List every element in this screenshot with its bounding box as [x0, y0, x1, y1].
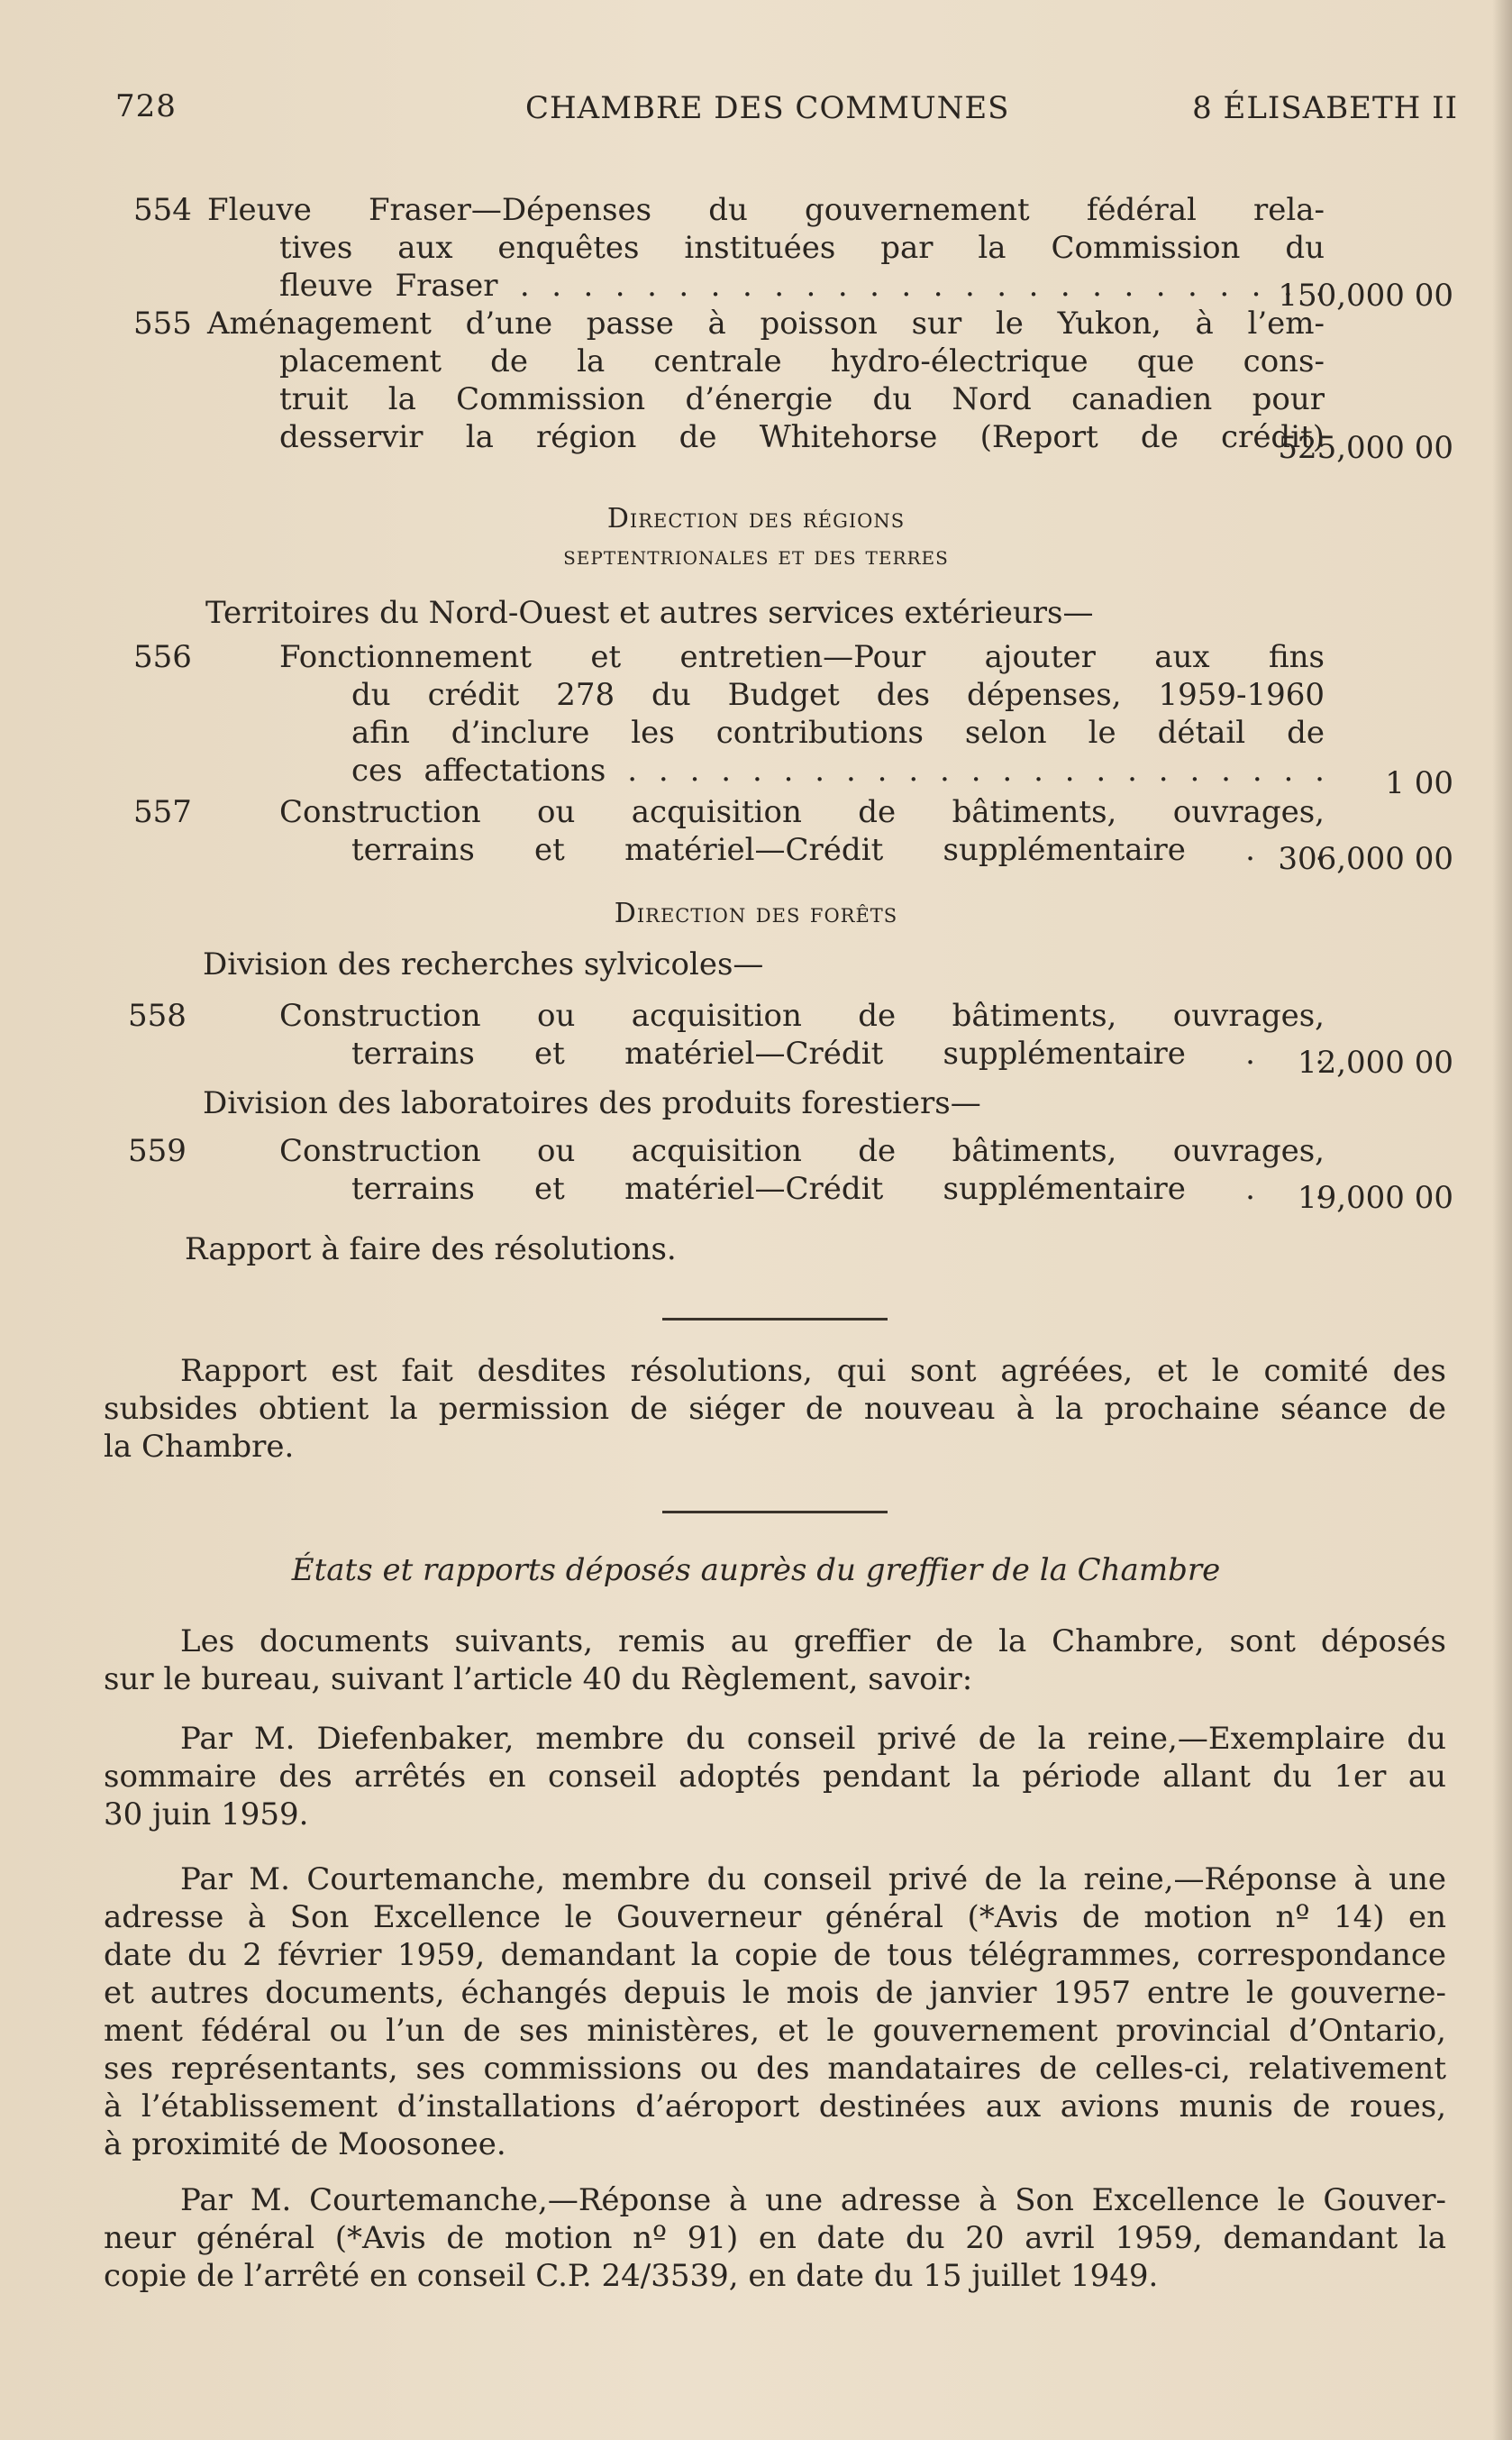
- vote-555: [133, 305, 1453, 467]
- text-line: Par M. Courtemanche,—Réponse à une adresse à Son Excellence le Gouver-: [180, 2182, 1446, 2218]
- vote-line: ces affectations . . . . . . . . . . . . . . . . . . . . . . .: [351, 753, 1325, 789]
- text-line: Rapport est fait desdites résolutions, qui sont agréées, et le comité des: [180, 1353, 1446, 1389]
- page-edge-shadow: [1492, 0, 1512, 2440]
- vote-559: [128, 1132, 1453, 1216]
- vote-line: du crédit 278 du Budget des dépenses, 1959-1960: [351, 677, 1325, 713]
- vote-text: [279, 638, 1325, 790]
- vote-line: fleuve Fraser . . . . . . . . . . . . . . . . . . . . . . . . . .: [279, 268, 1325, 304]
- section-title: États et rapports déposés auprès du greffier de la Chambre: [291, 1552, 1221, 1588]
- text-line: Les documents suivants, remis au greffier de la Chambre, sont déposés: [180, 1623, 1446, 1659]
- vote-text: [279, 793, 1325, 869]
- vote-number: 556: [133, 639, 192, 675]
- vote-amount: 306,000 00: [1278, 841, 1453, 877]
- vote-number: 557: [133, 794, 192, 830]
- text-line: sur le bureau, suivant l’article 40 du Règlement, savoir:: [104, 1661, 973, 1697]
- vote-line: Construction ou acquisition de bâtiments, ouvrages,: [279, 794, 1325, 830]
- division-heading: Division des laboratoires des produits forestiers—: [203, 1085, 981, 1121]
- vote-number: 559: [128, 1133, 187, 1169]
- vote-amount: 19,000 00: [1297, 1180, 1453, 1216]
- vote-line: placement de la centrale hydro-électrique que cons-: [279, 343, 1325, 379]
- vote-557: [133, 793, 1453, 877]
- documents-paragraph: [104, 1622, 1446, 1698]
- vote-line: Construction ou acquisition de bâtiments, ouvrages,: [279, 998, 1325, 1034]
- running-header: [115, 88, 1458, 142]
- text-line: ses représentants, ses commissions ou des mandataires de celles-ci, relativement: [104, 2051, 1446, 2087]
- vote-text: [207, 191, 1325, 305]
- text-line: sommaire des arrêtés en conseil adoptés pendant la période allant du 1er au: [104, 1759, 1446, 1795]
- report-line: Rapport à faire des résolutions.: [185, 1231, 677, 1267]
- vote-line: tives aux enquêtes instituées par la Commission du: [279, 230, 1325, 266]
- text-line: à l’établissement d’installations d’aéroport destinées aux avions munis de roues,: [104, 2088, 1446, 2125]
- vote-amount: 1 00: [1385, 765, 1453, 801]
- vote-554: [133, 191, 1453, 314]
- text-line: copie de l’arrêté en conseil C.P. 24/3539, en date du 15 juillet 1949.: [104, 2258, 1159, 2294]
- text-line: ment fédéral ou l’un de ses ministères, et le gouvernement provincial d’Ontario,: [104, 2013, 1446, 2049]
- vote-line: desservir la région de Whitehorse (Report de crédit): [279, 419, 1325, 455]
- vote-number: 558: [128, 998, 187, 1034]
- courtemanche-paragraph-1: [104, 1860, 1446, 2163]
- vote-line: Fonctionnement et entretien—Pour ajouter aux fins: [279, 639, 1325, 675]
- vote-line: terrains et matériel—Crédit supplémentaire . .: [351, 832, 1325, 868]
- section-divider: [662, 1511, 888, 1513]
- vote-line: terrains et matériel—Crédit supplémentaire . .: [351, 1171, 1325, 1207]
- vote-amount: 525,000 00: [1278, 430, 1453, 466]
- vote-text: [207, 305, 1325, 456]
- vote-amount: 12,000 00: [1297, 1045, 1453, 1081]
- text-line: subsides obtient la permission de siéger de nouveau à la prochaine séance de: [104, 1391, 1446, 1427]
- text-line: la Chambre.: [104, 1429, 295, 1465]
- report-paragraph: [104, 1352, 1446, 1466]
- vote-556: [133, 638, 1453, 801]
- division-heading: Division des recherches sylvicoles—: [203, 946, 764, 982]
- vote-number: 554: [133, 192, 192, 228]
- vote-line: afin d’inclure les contributions selon le détail de: [351, 715, 1325, 751]
- vote-line: Aménagement d’une passe à poisson sur le Yukon, à l’em-: [207, 306, 1325, 342]
- vote-line: terrains et matériel—Crédit supplémentaire . .: [351, 1036, 1325, 1072]
- section-heading: Direction des régions: [606, 503, 906, 535]
- division-heading: Territoires du Nord-Ouest et autres services extérieurs—: [205, 595, 1094, 631]
- text-line: Par M. Diefenbaker, membre du conseil privé de la reine,—Exemplaire du: [180, 1721, 1446, 1757]
- vote-line: Fleuve Fraser—Dépenses du gouvernement fédéral rela-: [207, 192, 1325, 228]
- text-line: neur général (*Avis de motion nº 91) en date du 20 avril 1959, demandant la: [104, 2220, 1446, 2256]
- text-line: et autres documents, échangés depuis le mois de janvier 1957 entre le gouverne-: [104, 1975, 1446, 2011]
- reign-year: 8 ÉLISABETH II: [1192, 90, 1458, 126]
- vote-amount: 150,000 00: [1278, 278, 1453, 314]
- section-divider: [662, 1318, 888, 1321]
- journal-title: CHAMBRE DES COMMUNES: [525, 90, 1010, 126]
- text-line: Par M. Courtemanche, membre du conseil privé de la reine,—Réponse à une: [180, 1861, 1446, 1897]
- vote-text: [279, 997, 1325, 1073]
- vote-line: truit la Commission d’énergie du Nord canadien pour: [279, 381, 1325, 417]
- vote-558: [128, 997, 1453, 1081]
- courtemanche-paragraph-2: [104, 2181, 1446, 2295]
- vote-number: 555: [133, 306, 192, 342]
- text-line: 30 juin 1959.: [104, 1796, 309, 1832]
- text-line: à proximité de Moosonee.: [104, 2126, 506, 2162]
- section-heading: Direction des forêts: [614, 898, 898, 929]
- vote-line: Construction ou acquisition de bâtiments, ouvrages,: [279, 1133, 1325, 1169]
- diefenbaker-paragraph: [104, 1720, 1446, 1833]
- text-line: adresse à Son Excellence le Gouverneur général (*Avis de motion nº 14) en: [104, 1899, 1446, 1935]
- page-number: 728: [115, 88, 177, 124]
- section-heading: septentrionales et des terres: [563, 541, 949, 571]
- text-line: date du 2 février 1959, demandant la copie de tous télégrammes, correspondance: [104, 1937, 1446, 1973]
- vote-text: [279, 1132, 1325, 1208]
